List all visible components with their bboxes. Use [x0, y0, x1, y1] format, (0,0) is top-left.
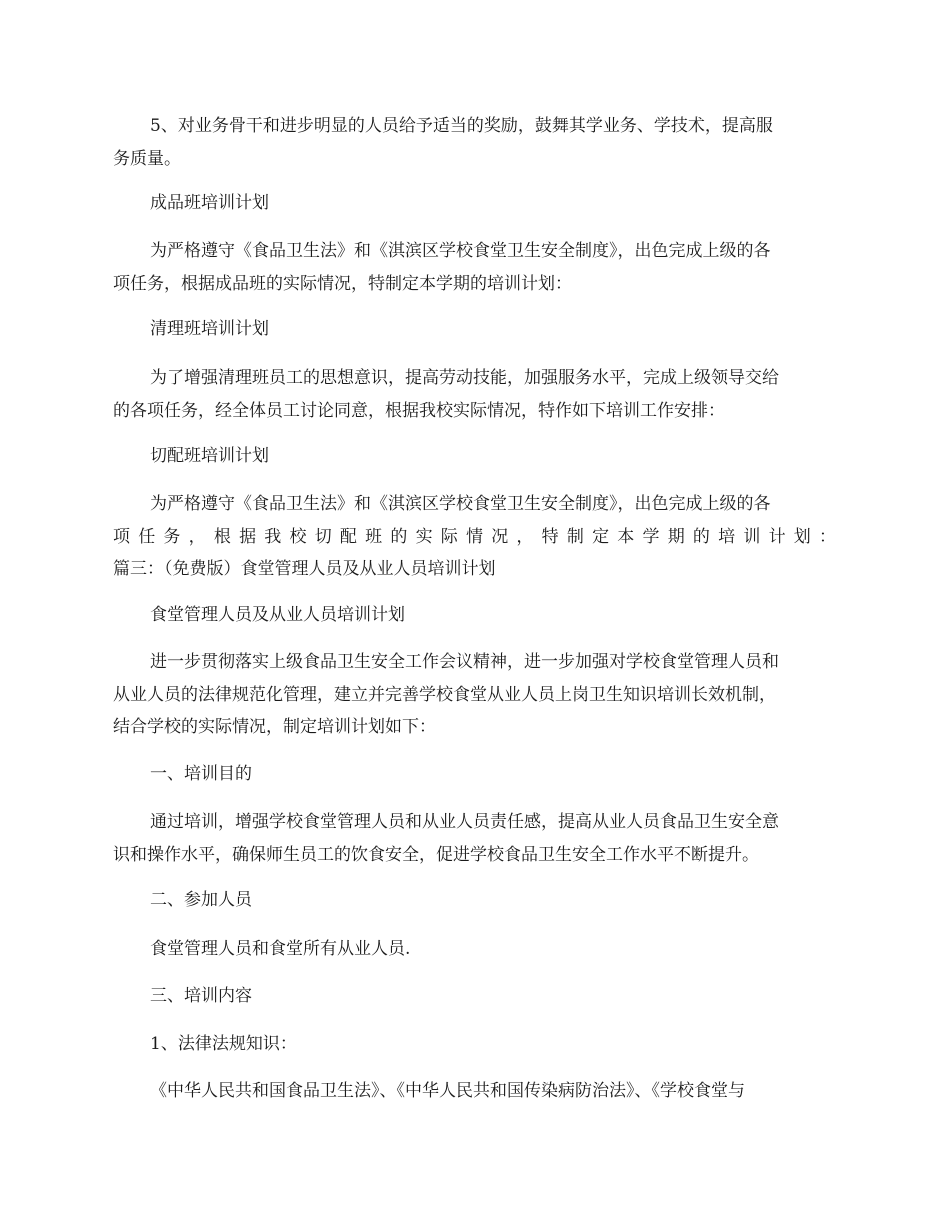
section-heading-participants: 二、参加人员	[150, 890, 252, 910]
paragraph-qiepei-line2: 项任务，根据我校切配班的实际情况，特制定本学期的培训计划：	[113, 527, 836, 547]
paragraph-reward-line1: 5、对业务骨干和进步明显的人员给予适当的奖励，鼓舞其学业务、学技术，提高服	[150, 116, 773, 136]
paragraph-chengpin-line1: 为严格遵守《食品卫生法》和《淇滨区学校食堂卫生安全制度》，出色完成上级的各	[150, 241, 771, 261]
paragraph-qingli-line1: 为了增强清理班员工的思想意识，提高劳动技能，加强服务水平，完成上级领导交给	[150, 368, 779, 388]
paragraph-participants: 食堂管理人员和食堂所有从业人员.	[150, 939, 411, 959]
section-title-pian3: 篇三：（免费版）食堂管理人员及从业人员培训计划	[113, 559, 496, 579]
section-heading-content: 三、培训内容	[150, 986, 252, 1006]
paragraph-intro-line1: 进一步贯彻落实上级食品卫生安全工作会议精神，进一步加强对学校食堂管理人员和	[150, 652, 779, 672]
paragraph-purpose-line2: 识和操作水平，确保师生员工的饮食安全，促进学校食品卫生安全工作水平不断提升。	[113, 845, 759, 865]
paragraph-reward-line2: 务质量。	[113, 149, 181, 169]
paragraph-intro-line3: 结合学校的实际情况，制定培训计划如下：	[113, 717, 436, 737]
heading-qiepei: 切配班培训计划	[150, 446, 269, 466]
heading-qingli: 清理班培训计划	[150, 319, 269, 339]
subsection-heading-laws: 1、法律法规知识：	[150, 1034, 297, 1054]
paragraph-qingli-line2: 的各项任务，经全体员工讨论同意，根据我校实际情况，特作如下培训工作安排：	[113, 401, 725, 421]
paragraph-purpose-line1: 通过培训，增强学校食堂管理人员和从业人员责任感，提高从业人员食品卫生安全意	[150, 812, 779, 832]
section-heading-purpose: 一、培训目的	[150, 764, 252, 784]
paragraph-intro-line2: 从业人员的法律规范化管理，建立并完善学校食堂从业人员上岗卫生知识培训长效机制，	[113, 685, 776, 705]
heading-shitang: 食堂管理人员及从业人员培训计划	[150, 605, 405, 625]
heading-chengpin: 成品班培训计划	[150, 193, 269, 213]
paragraph-qiepei-line1: 为严格遵守《食品卫生法》和《淇滨区学校食堂卫生安全制度》，出色完成上级的各	[150, 494, 771, 514]
paragraph-laws-line1: 《中华人民共和国食品卫生法》、《中华人民共和国传染病防治法》、《学校食堂与	[150, 1081, 745, 1101]
paragraph-chengpin-line2: 项任务，根据成品班的实际情况，特制定本学期的培训计划：	[113, 274, 572, 294]
